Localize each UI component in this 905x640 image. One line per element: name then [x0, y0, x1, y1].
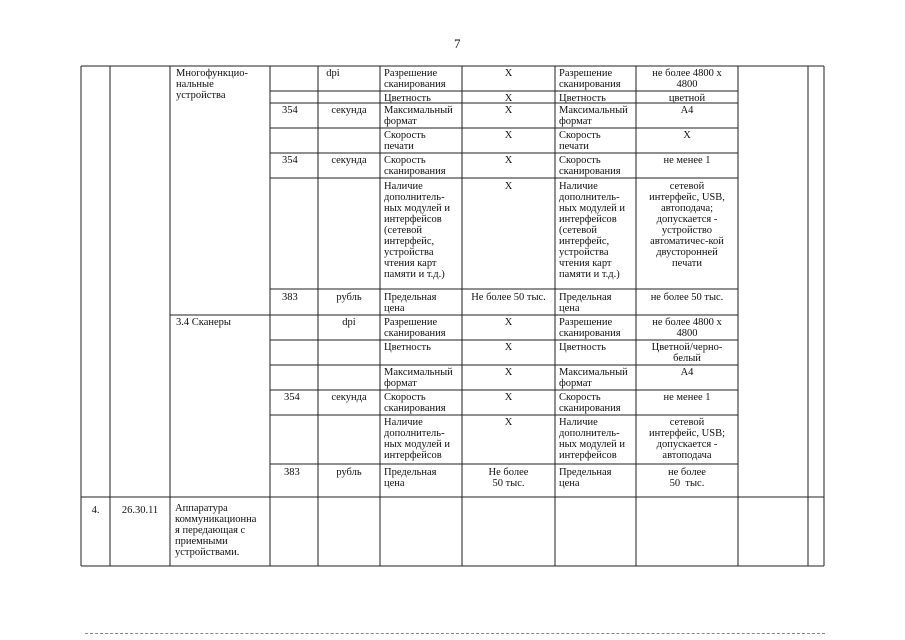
cell-unit: секунда: [331, 392, 367, 403]
cell-okei: 354: [284, 392, 300, 403]
cell-char2: Наличие дополнитель- ных модулей и интерфейсов: [559, 417, 626, 461]
cell-val2: не более 50 тыс.: [650, 292, 724, 303]
cell-val2: сетевой интерфейс, USB, автоподача; допускается - устройство автоматичес-кой двусторонней печати: [649, 181, 725, 269]
cell-unit: рубль: [336, 467, 362, 478]
cell-val1: X: [504, 342, 513, 353]
cell-okei: 354: [282, 155, 298, 166]
cell-val1: X: [504, 417, 513, 428]
cell-char2: Цветность: [559, 93, 606, 104]
cell-char2: Наличие дополнитель- ных модулей и интерфейсов (сетевой интерфейс, устройства чтения карт памяти и т.д.): [559, 181, 626, 280]
cell-val2: Цветной/черно- белый: [651, 342, 723, 364]
cell-val2: цветной: [668, 93, 706, 104]
cell-val2: не более 50 тыс.: [668, 467, 706, 489]
cell-char2: Предельная цена: [559, 292, 612, 314]
cell-char2: Скорость сканирования: [559, 155, 621, 177]
cell-val2: не менее 1: [663, 392, 711, 403]
cell-unit: секунда: [331, 105, 367, 116]
cell-char2: Цветность: [559, 342, 606, 353]
cell-char2: Разрешение сканирования: [559, 68, 621, 90]
cell-val1: X: [504, 181, 513, 192]
cell-val1: X: [504, 155, 513, 166]
cell-val1: X: [504, 367, 513, 378]
cell-char2: Максимальный формат: [559, 105, 628, 127]
cell-unit: секунда: [331, 155, 367, 166]
cell-char1: Максимальный формат: [384, 367, 453, 389]
row-number: 4.: [91, 505, 100, 516]
cell-char1: Цветность: [384, 342, 431, 353]
cell-val2: не более 4800 х 4800: [652, 68, 722, 90]
product-name: Аппаратура коммуникационна я передающая с приемными устройствами.: [175, 503, 257, 558]
footer-rule: [85, 633, 825, 635]
cell-char2: Скорость печати: [559, 130, 601, 152]
cell-char1: Наличие дополнитель- ных модулей и интерфейсов: [384, 417, 451, 461]
cell-val2: А4: [680, 105, 694, 116]
cell-unit: dpi: [326, 68, 340, 79]
cell-val1: X: [504, 392, 513, 403]
cell-char1: Наличие дополнитель- ных модулей и интерфейсов (сетевой интерфейс, устройства чтения карт памяти и т.д.): [384, 181, 451, 280]
cell-unit: рубль: [336, 292, 362, 303]
cell-char2: Скорость сканирования: [559, 392, 621, 414]
cell-val2: сетевой интерфейс, USB; допускается - автоподача: [648, 417, 726, 461]
cell-char1: Максимальный формат: [384, 105, 453, 127]
okpd-code: 26.30.11: [121, 505, 159, 516]
cell-val1: X: [504, 317, 513, 328]
cell-okei: 354: [282, 105, 298, 116]
cell-val2: А4: [680, 367, 694, 378]
page-number: 7: [454, 36, 461, 51]
cell-val1: X: [504, 93, 513, 104]
cell-val1: Не более 50 тыс.: [471, 292, 546, 303]
cell-val2: не более 4800 х 4800: [652, 317, 722, 339]
cell-val2: не менее 1: [663, 155, 711, 166]
cell-char1: Предельная цена: [384, 292, 437, 314]
cell-char2: Предельная цена: [559, 467, 612, 489]
cell-val2: X: [683, 130, 691, 141]
cell-char1: Скорость сканирования: [384, 155, 446, 177]
cell-unit: dpi: [342, 317, 356, 328]
scanners-group-label: 3.4 Сканеры: [176, 317, 231, 328]
cell-val1: X: [504, 68, 513, 79]
cell-val1: X: [504, 130, 513, 141]
cell-char1: Предельная цена: [384, 467, 437, 489]
cell-okei: 383: [284, 467, 300, 478]
cell-char1: Разрешение сканирования: [384, 68, 446, 90]
cell-char1: Разрешение сканирования: [384, 317, 446, 339]
cell-val1: X: [504, 105, 513, 116]
cell-val1: Не более 50 тыс.: [488, 467, 529, 489]
cell-char1: Цветность: [384, 93, 431, 104]
cell-char1: Скорость сканирования: [384, 392, 446, 414]
cell-char1: Скорость печати: [384, 130, 426, 152]
cell-char2: Максимальный формат: [559, 367, 628, 389]
mfu-group-label: Многофункцио- нальные устройства: [176, 68, 248, 101]
cell-okei: 383: [282, 292, 298, 303]
cell-char2: Разрешение сканирования: [559, 317, 621, 339]
